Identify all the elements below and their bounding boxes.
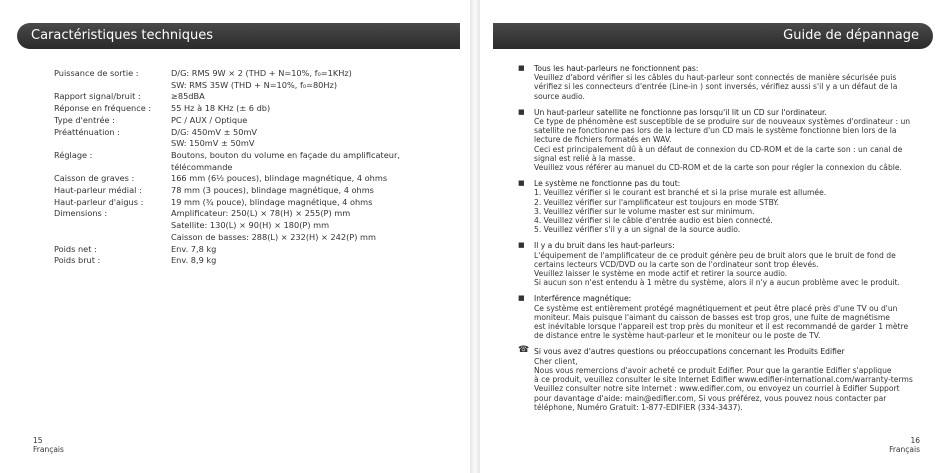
spec-row <box>54 127 421 150</box>
item-body <box>534 179 918 234</box>
left-footer <box>33 436 64 454</box>
spec-value: télécommande <box>171 161 233 172</box>
spec-value: SW: 150mV ± 50mV <box>171 138 255 149</box>
spec-row <box>54 244 421 256</box>
item-title: Le système ne fonctionne pas du tout: <box>534 179 681 189</box>
item-text-line: Ceci est principalement dû à un défaut de connexion du CD-ROM et de la carte son : un canal de <box>534 144 903 154</box>
spec-value: Caisson de basses: 288(L) × 232(H) × 242(P) mm <box>171 231 376 242</box>
spec-value: Satellite: 130(L) × 90(H) × 180(P) mm <box>171 220 330 231</box>
item-body <box>534 108 918 172</box>
item-text-line: téléphone, Numéro Gratuit: 1-877-EDIFIER (334-3437). <box>534 402 743 412</box>
item-title: Un haut-parleur satellite ne fonctionne pas lorsqu'il lit un CD sur l'ordinateur. <box>534 107 827 117</box>
spec-values <box>171 208 421 243</box>
item-title: Tous les haut-parleurs ne fonctionnent pas: <box>534 64 699 73</box>
item-text-line: Veuillez laisser le système en mode actif et retirer la source audio. <box>534 269 788 279</box>
spec-row <box>54 185 421 197</box>
specs-table <box>54 68 421 267</box>
troubleshooting-item <box>518 64 918 101</box>
language-label: Français <box>889 445 920 454</box>
page-number: 16 <box>910 436 920 445</box>
item-text-line: Nous vous remercions d'avoir acheté ce produit Edifier. Pour que la garantie Edifier s'applique <box>534 365 892 375</box>
spec-label: Dimensions : <box>54 208 108 219</box>
spec-values <box>171 150 421 173</box>
telephone-icon: ☎ <box>518 345 530 356</box>
spec-values <box>171 244 421 256</box>
spec-values <box>171 91 421 103</box>
item-text-line: de distance entre le système haut-parleur et le moniteur ou le poste de TV. <box>534 331 821 341</box>
item-title: Si vous avez d'autres questions ou préoccupations concernant les Produits Edifier <box>534 347 845 357</box>
spec-label: Haut-parleur médial : <box>54 185 142 196</box>
spec-values <box>171 68 421 91</box>
left-page <box>0 0 470 473</box>
spec-label: Réponse en fréquence : <box>54 103 152 114</box>
troubleshooting-list <box>518 64 918 419</box>
spec-label: Rapport signal/bruit : <box>54 91 141 102</box>
spec-values <box>171 185 421 197</box>
spec-values <box>171 127 421 150</box>
item-text-line: L'équipement de l'amplificateur de ce produit génère peu de bruit alors que le bruit de fond de <box>534 250 896 260</box>
language-label: Français <box>33 445 64 454</box>
troubleshooting-item <box>518 108 918 172</box>
troubleshooting-item <box>518 179 918 234</box>
item-text-line: Veuillez consulter notre site Internet : www.edifier.com, ou envoyez un courriel à Edifier Support <box>534 384 900 394</box>
item-body <box>534 347 918 411</box>
item-text-line: à ce produit, veuillez consulter le site Internet Edifier www.edifier-international.com/warranty-terms <box>534 375 913 385</box>
item-text-line: 1. Veuillez vérifier si le courant est branché et si la prise murale est allumée. <box>534 188 827 198</box>
troubleshooting-item <box>518 347 918 411</box>
spec-value: ≥85dBA <box>171 91 205 102</box>
item-title: Interférence magnétique: <box>534 294 632 304</box>
spec-value: 166 mm (6½ pouces), blindage magnétique, 4 ohms <box>171 173 388 184</box>
item-text-line: source audio. <box>534 91 585 101</box>
spec-value: Env. 8,9 kg <box>171 255 217 266</box>
item-text-line: Ce système est entièrement protégé magnétiquement et peut être placé près d'une TV ou d'un <box>534 303 898 313</box>
item-text-line: lecture de fichiers formatés en WAV. <box>534 135 672 145</box>
spec-label: Préatténuation : <box>54 126 120 137</box>
spec-value: PC / AUX / Optique <box>171 114 248 125</box>
spec-label: Caisson de graves : <box>54 173 135 184</box>
square-bullet-icon: ■ <box>518 241 525 250</box>
item-text-line: 3. Veuillez vérifier sur le volume master est sur minimum. <box>534 206 755 216</box>
spec-value: D/G: RMS 9W × 2 (THD + N=10%, f₀=1KHz) <box>171 68 352 78</box>
item-text-line: Ce type de phénomène est susceptible de se produire sur de nouveaux systèmes d'ordinateur : un <box>534 117 911 127</box>
spec-row <box>54 115 421 127</box>
item-text-line: 2. Veuillez vérifier sur l'amplificateur est toujours en mode STBY. <box>534 197 779 207</box>
item-text-line: Cher client, <box>534 356 578 366</box>
spec-value: Amplificateur: 250(L) × 78(H) × 255(P) mm <box>171 208 351 219</box>
item-body <box>534 241 918 287</box>
item-text-line: 4. Veuillez vérifier si le câble d'entrée audio est bien connecté. <box>534 216 773 226</box>
spec-values <box>171 103 421 115</box>
item-text-line: 5. Veuillez vérifier s'il y a un signal de la source audio. <box>534 225 741 235</box>
page-number: 15 <box>33 436 43 445</box>
item-text-line: satellite ne fonctionne pas lors de la lecture d'un CD mais le système fonctionne bien lors de la <box>534 126 897 136</box>
spec-label: Poids net : <box>54 243 97 254</box>
spec-label: Puissance de sortie : <box>54 68 139 78</box>
troubleshooting-item <box>518 294 918 340</box>
spec-value: Env. 7,8 kg <box>171 243 217 254</box>
page-gutter <box>470 0 480 473</box>
spec-row <box>54 91 421 103</box>
spec-values <box>171 197 421 209</box>
spec-label: Type d'entrée : <box>54 114 115 125</box>
item-text-line: est inévitable lorsque l'appareil est trop près du moniteur et il est recommandé de garder 1 mètre <box>534 322 909 332</box>
spec-values <box>171 115 421 127</box>
item-text-line: certains lecteurs VCD/DVD ou la carte son de l'ordinateur sont trop élevés. <box>534 259 819 269</box>
spec-value: 19 mm (¾ pouce), blindage magnétique, 4 ohms <box>171 196 373 207</box>
spec-row <box>54 197 421 209</box>
square-bullet-icon: ■ <box>518 107 525 116</box>
square-bullet-icon: ■ <box>518 179 525 188</box>
item-body <box>534 294 918 340</box>
spec-value: D/G: 450mV ± 50mV <box>171 126 258 137</box>
spec-value: Boutons, bouton du volume en façade du amplificateur, <box>171 149 400 160</box>
spec-value: SW: RMS 35W (THD + N=10%, f₀=80Hz) <box>171 79 338 90</box>
right-page <box>480 0 950 473</box>
item-text-line: moniteur. Mais puisque l'aimant du caisson de basses est trop gros, une fuite de magnétisme <box>534 312 890 322</box>
troubleshooting-header: Guide de dépannage <box>493 23 933 49</box>
spec-values <box>171 173 421 185</box>
spec-label: Poids brut : <box>54 255 101 266</box>
spec-row <box>54 103 421 115</box>
spec-row <box>54 68 421 91</box>
spec-label: Haut-parleur d'aigus : <box>54 196 144 207</box>
specs-header: Caractéristiques techniques <box>17 23 460 49</box>
item-text-line: pour davantage d'aide: main@edifier.com, Si vous préférez, vous pouvez nous contacter par <box>534 393 887 403</box>
spec-row <box>54 208 421 243</box>
spec-row <box>54 173 421 185</box>
square-bullet-icon: ■ <box>518 64 525 72</box>
item-body <box>534 64 918 101</box>
item-text-line: Si aucun son n'est entendu à 1 mètre du système, alors il n'y a aucun problème avec le produit. <box>534 278 900 288</box>
spec-row <box>54 150 421 173</box>
item-text-line: vérifiez si les connecteurs d'entrée (Line-in ) sont inversés, vérifiez aussi s'il y a un défaut de la <box>534 82 898 92</box>
spec-row <box>54 255 421 267</box>
item-text-line: Veuillez vous référer au manuel du CD-ROM et de la carte son pour régler la connexion du câble. <box>534 163 902 173</box>
item-text-line: Veuillez d'abord vérifier si les câbles du haut-parleur sont connectés de manière sécurisée puis <box>534 73 897 83</box>
right-footer <box>889 436 920 454</box>
troubleshooting-item <box>518 241 918 287</box>
spec-value: 78 mm (3 pouces), blindage magnétique, 4 ohms <box>171 185 374 196</box>
spec-label: Réglage : <box>54 149 93 160</box>
square-bullet-icon: ■ <box>518 294 525 303</box>
item-text-line: signal est relié à la masse. <box>534 153 636 163</box>
spec-values <box>171 255 421 267</box>
spec-value: 55 Hz à 18 KHz (± 6 db) <box>171 103 271 114</box>
item-title: Il y a du bruit dans les haut-parleurs: <box>534 241 675 251</box>
